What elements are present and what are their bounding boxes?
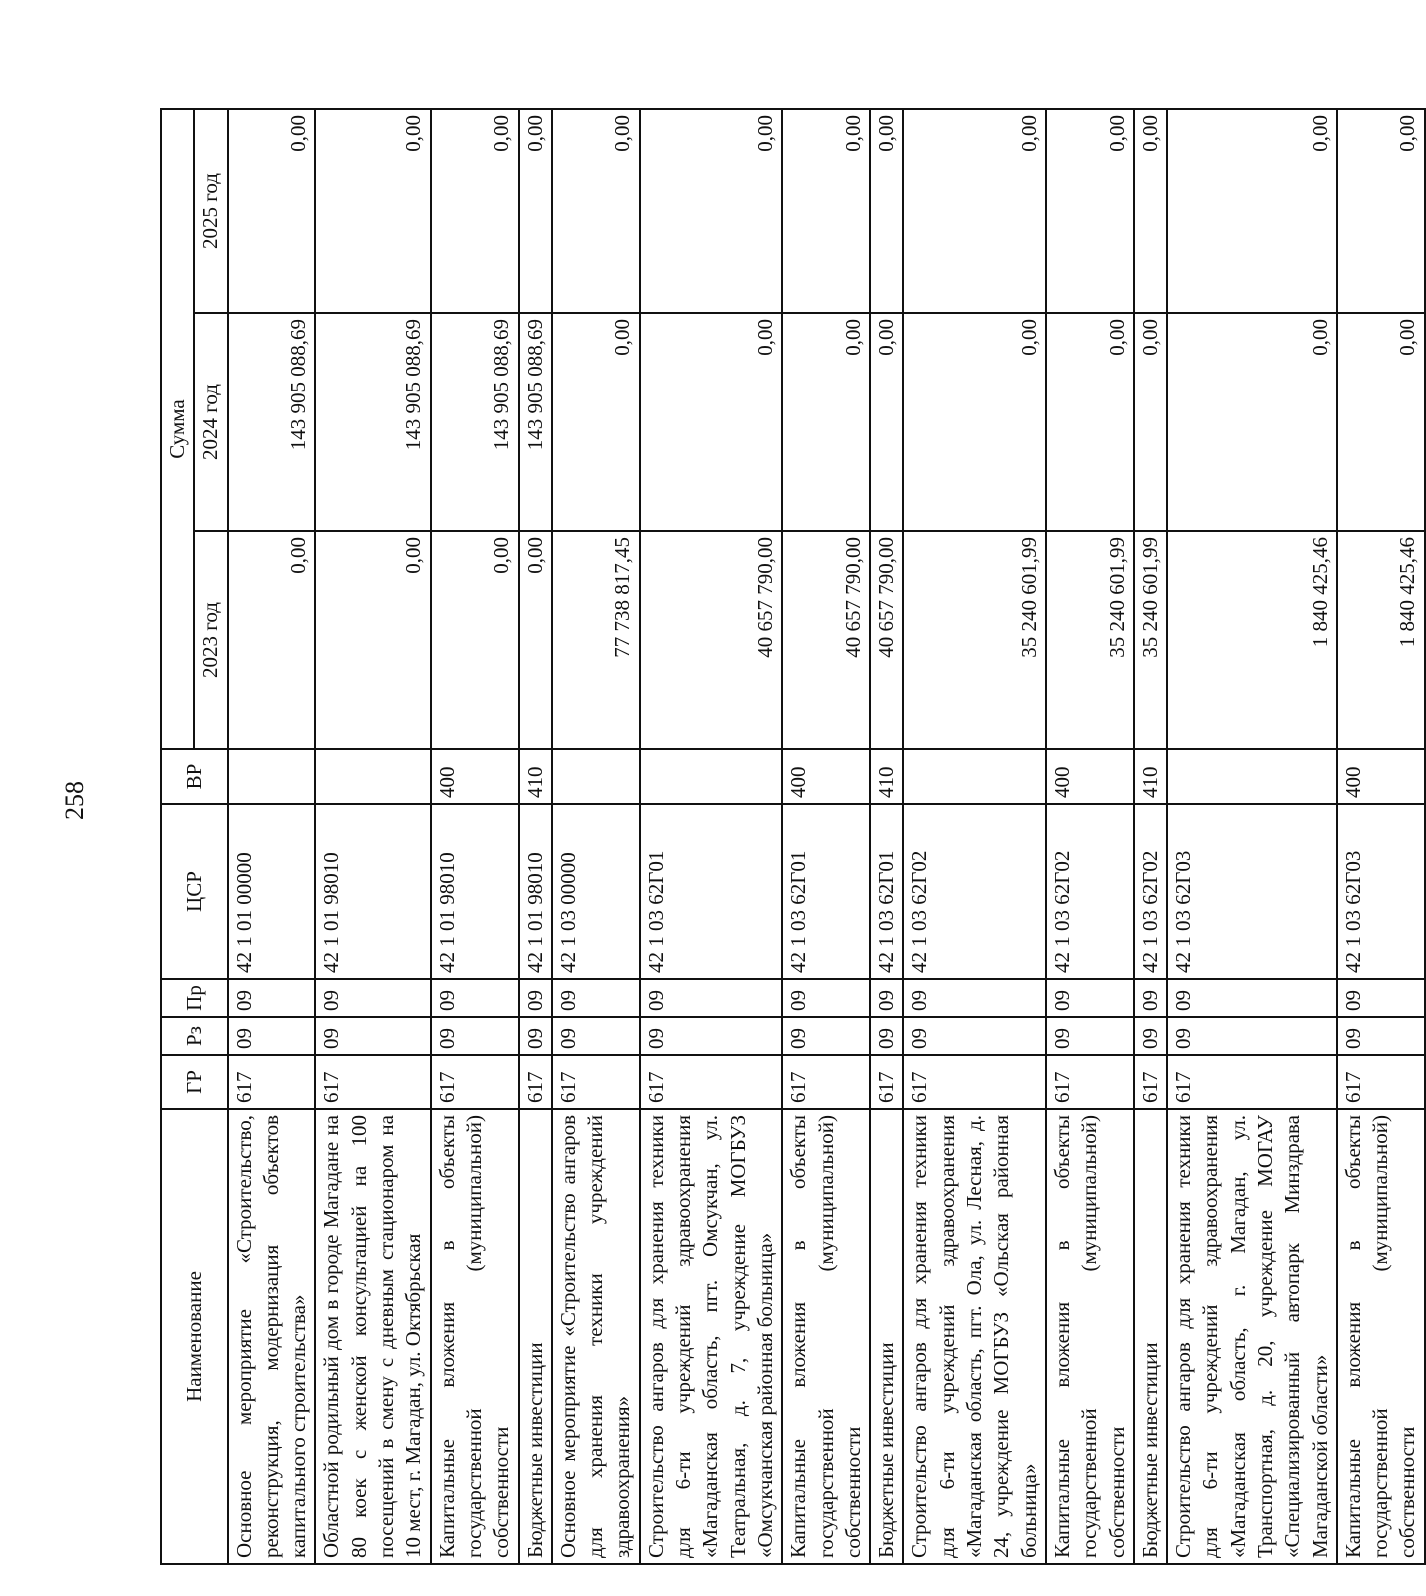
- cell-gr: 617: [228, 1055, 316, 1109]
- cell-2023: 40 657 790,00: [640, 531, 782, 749]
- table-row: [315, 109, 430, 1564]
- cell-2023: 40 657 790,00: [782, 531, 870, 749]
- cell-gr: 617: [315, 1055, 430, 1109]
- table-row: [1167, 109, 1337, 1564]
- cell-name: Строительство ангаров для хранения техники для 6-ти учреждений здравоохранения «Магаданская область, г. Магадан, ул. Транспортная, д. 20, учреждение МОГАУ «Специализированный автопарк Минздрава Магаданской области»: [1167, 1109, 1337, 1564]
- cell-csr: 42 1 01 00000: [228, 804, 316, 979]
- cell-2024: 0,00: [1337, 313, 1425, 531]
- cell-rz: 09: [228, 1017, 316, 1055]
- table-row: [552, 109, 640, 1564]
- cell-name: Капитальные вложения в объекты государственной (муниципальной) собственности: [782, 1109, 870, 1564]
- cell-csr: 42 1 01 98010: [431, 804, 519, 979]
- cell-name: Капитальные вложения в объекты государственной (муниципальной) собственности: [431, 1109, 519, 1564]
- cell-csr: 42 1 01 98010: [315, 804, 430, 979]
- cell-vr: [903, 749, 1045, 804]
- cell-rz: 09: [782, 1017, 870, 1055]
- cell-2024: 143 905 088,69: [228, 313, 316, 531]
- cell-pr: 09: [552, 979, 640, 1017]
- cell-2023: 1 840 425,46: [1337, 531, 1425, 749]
- cell-2025: 0,00: [1046, 109, 1134, 313]
- cell-pr: 09: [315, 979, 430, 1017]
- cell-2024: 143 905 088,69: [315, 313, 430, 531]
- cell-2023: 35 240 601,99: [903, 531, 1045, 749]
- table-row: [228, 109, 316, 1564]
- cell-pr: 09: [228, 979, 316, 1017]
- cell-2024: 0,00: [782, 313, 870, 531]
- cell-2025: 0,00: [1134, 109, 1167, 313]
- page-number: 258: [60, 781, 89, 820]
- cell-pr: 09: [640, 979, 782, 1017]
- cell-2025: 0,00: [782, 109, 870, 313]
- cell-name: Строительство ангаров для хранения техники для 6-ти учреждений здравоохранения «Магаданская область, пгт. Ола, ул. Лесная, д. 24, учреждение МОГБУЗ «Ольская районная больница»: [903, 1109, 1045, 1564]
- cell-pr: 09: [519, 979, 552, 1017]
- cell-2024: 0,00: [903, 313, 1045, 531]
- cell-2023: 77 738 817,45: [552, 531, 640, 749]
- cell-gr: 617: [782, 1055, 870, 1109]
- cell-gr: 617: [1046, 1055, 1134, 1109]
- table-row: [1337, 109, 1425, 1564]
- cell-gr: 617: [870, 1055, 903, 1109]
- cell-vr: [228, 749, 316, 804]
- header-sum: Сумма: [161, 109, 194, 749]
- cell-2023: 35 240 601,99: [1134, 531, 1167, 749]
- cell-gr: 617: [1337, 1055, 1425, 1109]
- cell-rz: 09: [519, 1017, 552, 1055]
- cell-csr: 42 1 03 62Г02: [1134, 804, 1167, 979]
- cell-pr: 09: [1337, 979, 1425, 1017]
- cell-gr: 617: [640, 1055, 782, 1109]
- cell-2024: 143 905 088,69: [519, 313, 552, 531]
- cell-name: Бюджетные инвестиции: [1134, 1109, 1167, 1564]
- cell-name: Бюджетные инвестиции: [519, 1109, 552, 1564]
- cell-2024: 0,00: [640, 313, 782, 531]
- cell-name: Основное мероприятие «Строительство ангаров для хранения техники учреждений здравоохранения»: [552, 1109, 640, 1564]
- cell-pr: 09: [1046, 979, 1134, 1017]
- header-vr: ВР: [161, 749, 228, 804]
- header-2024: 2024 год: [194, 313, 227, 531]
- table-header: [161, 109, 228, 1564]
- cell-vr: 410: [519, 749, 552, 804]
- cell-2025: 0,00: [640, 109, 782, 313]
- table-body: [228, 109, 1425, 1564]
- cell-vr: 400: [1046, 749, 1134, 804]
- cell-2025: 0,00: [431, 109, 519, 313]
- cell-pr: 09: [1167, 979, 1337, 1017]
- cell-rz: 09: [431, 1017, 519, 1055]
- cell-gr: 617: [903, 1055, 1045, 1109]
- cell-gr: 617: [431, 1055, 519, 1109]
- cell-2023: 0,00: [519, 531, 552, 749]
- cell-2025: 0,00: [1337, 109, 1425, 313]
- cell-vr: 410: [1134, 749, 1167, 804]
- cell-2025: 0,00: [552, 109, 640, 313]
- cell-csr: 42 1 03 62Г01: [640, 804, 782, 979]
- cell-2024: 143 905 088,69: [431, 313, 519, 531]
- header-csr: ЦСР: [161, 804, 228, 979]
- cell-2025: 0,00: [519, 109, 552, 313]
- header-name: Наименование: [161, 1109, 228, 1564]
- header-gr: ГР: [161, 1055, 228, 1109]
- cell-pr: 09: [782, 979, 870, 1017]
- cell-2025: 0,00: [870, 109, 903, 313]
- cell-2025: 0,00: [228, 109, 316, 313]
- header-rz: Рз: [161, 1017, 228, 1055]
- table-row: [782, 109, 870, 1564]
- table-row: [1134, 109, 1167, 1564]
- cell-2023: 40 657 790,00: [870, 531, 903, 749]
- cell-csr: 42 1 03 62Г02: [903, 804, 1045, 979]
- cell-2023: 1 840 425,46: [1167, 531, 1337, 749]
- cell-vr: [1167, 749, 1337, 804]
- cell-csr: 42 1 03 62Г03: [1167, 804, 1337, 979]
- cell-csr: 42 1 03 62Г01: [870, 804, 903, 979]
- cell-gr: 617: [519, 1055, 552, 1109]
- cell-2023: 35 240 601,99: [1046, 531, 1134, 749]
- cell-gr: 617: [1167, 1055, 1337, 1109]
- cell-name: Строительство ангаров для хранения техники для 6-ти учреждений здравоохранения «Магаданская область, пгт. Омсукчан, ул. Театральная, д. 7, учреждение МОГБУЗ «Омсукчанская районная больница»: [640, 1109, 782, 1564]
- cell-2023: 0,00: [315, 531, 430, 749]
- cell-name: Бюджетные инвестиции: [870, 1109, 903, 1564]
- cell-2023: 0,00: [228, 531, 316, 749]
- cell-rz: 09: [1046, 1017, 1134, 1055]
- cell-pr: 09: [903, 979, 1045, 1017]
- rotated-table-container: [160, 110, 1420, 1565]
- table-row: [519, 109, 552, 1564]
- cell-vr: 410: [870, 749, 903, 804]
- cell-2024: 0,00: [1046, 313, 1134, 531]
- cell-vr: 400: [1337, 749, 1425, 804]
- cell-rz: 09: [1337, 1017, 1425, 1055]
- cell-name: Основное мероприятие «Строительство, реконструкция, модернизация объектов капитального строительства»: [228, 1109, 316, 1564]
- cell-pr: 09: [1134, 979, 1167, 1017]
- cell-2024: 0,00: [870, 313, 903, 531]
- cell-csr: 42 1 03 62Г02: [1046, 804, 1134, 979]
- cell-pr: 09: [870, 979, 903, 1017]
- cell-vr: [552, 749, 640, 804]
- cell-csr: 42 1 03 62Г03: [1337, 804, 1425, 979]
- budget-table: [160, 108, 1426, 1565]
- table-row: [431, 109, 519, 1564]
- cell-name: Областной родильный дом в городе Магадане на 80 коек с женской консультацией на 100 посещений в смену с дневным стационаром на 10 мест, г. Магадан, ул. Октябрьская: [315, 1109, 430, 1564]
- header-2025: 2025 год: [194, 109, 227, 313]
- cell-name: Капитальные вложения в объекты государственной (муниципальной) собственности: [1046, 1109, 1134, 1564]
- cell-vr: [640, 749, 782, 804]
- cell-gr: 617: [552, 1055, 640, 1109]
- cell-rz: 09: [870, 1017, 903, 1055]
- table-row: [903, 109, 1045, 1564]
- cell-2025: 0,00: [315, 109, 430, 313]
- cell-gr: 617: [1134, 1055, 1167, 1109]
- cell-2024: 0,00: [1167, 313, 1337, 531]
- cell-2024: 0,00: [1134, 313, 1167, 531]
- cell-2024: 0,00: [552, 313, 640, 531]
- header-2023: 2023 год: [194, 531, 227, 749]
- cell-rz: 09: [1167, 1017, 1337, 1055]
- cell-pr: 09: [431, 979, 519, 1017]
- cell-2023: 0,00: [431, 531, 519, 749]
- cell-rz: 09: [552, 1017, 640, 1055]
- cell-rz: 09: [315, 1017, 430, 1055]
- cell-rz: 09: [640, 1017, 782, 1055]
- cell-rz: 09: [903, 1017, 1045, 1055]
- cell-rz: 09: [1134, 1017, 1167, 1055]
- cell-2025: 0,00: [903, 109, 1045, 313]
- cell-vr: [315, 749, 430, 804]
- table-row: [1046, 109, 1134, 1564]
- cell-csr: 42 1 03 00000: [552, 804, 640, 979]
- header-pr: Пр: [161, 979, 228, 1017]
- cell-vr: 400: [782, 749, 870, 804]
- cell-name: Капитальные вложения в объекты государственной (муниципальной) собственности: [1337, 1109, 1425, 1564]
- cell-2025: 0,00: [1167, 109, 1337, 313]
- cell-vr: 400: [431, 749, 519, 804]
- cell-csr: 42 1 01 98010: [519, 804, 552, 979]
- cell-csr: 42 1 03 62Г01: [782, 804, 870, 979]
- table-row: [870, 109, 903, 1564]
- table-row: [640, 109, 782, 1564]
